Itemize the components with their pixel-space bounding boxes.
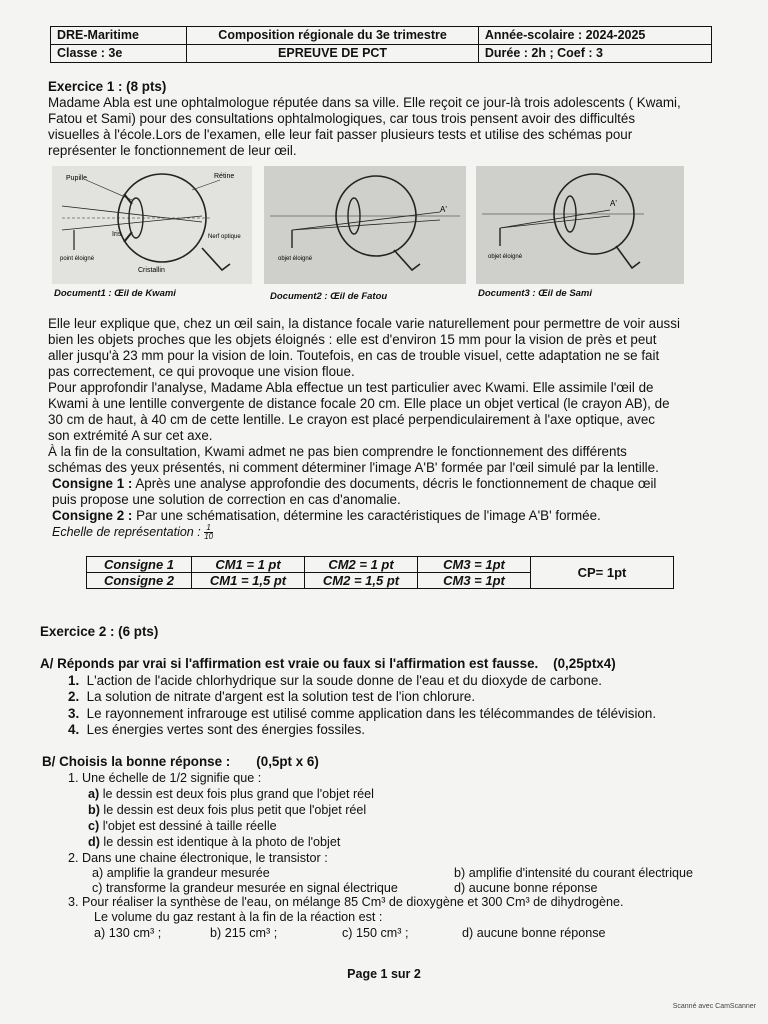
- consigne2-label: Consigne 2 :: [52, 508, 133, 523]
- ex2-a-text-4: Les énergies vertes sont des énergies fossiles.: [86, 722, 366, 737]
- ex1-body-3: aller jusqu'à 23 mm pour la vision de loin. Toutefois, en cas de trouble visuel, cette adaptation ne se fait: [48, 348, 660, 363]
- ex2-q1-c-letter: c): [88, 819, 100, 833]
- eye-diagram-fatou: [264, 166, 466, 284]
- ex1-intro-2: Fatou et Sami) pour des consultations ophtalmologiques, car tous trois pensent avoir des difficultés: [48, 111, 636, 126]
- ex2-a-num-4: 4.: [68, 722, 80, 737]
- ex2-q3-d-opt: d) aucune bonne réponse: [462, 926, 606, 940]
- ex1-intro-1: Madame Abla est une ophtalmologue réputée dans sa ville. Elle reçoit ce jour-là trois adolescents ( Kwami,: [48, 95, 681, 110]
- consigne1-text-2: puis propose une solution de correction en cas d'anomalie.: [52, 492, 401, 507]
- ex1-body-6: Kwami à une lentille convergente de distance focale 20 cm. Elle place un objet vertical (le crayon AB), de: [48, 396, 670, 411]
- consigne2: [52, 508, 601, 524]
- eye-fatou-drawing: [264, 166, 466, 284]
- ex1-title: Exercice 1 : (8 pts): [48, 79, 167, 94]
- ex1-body-10: schémas des yeux présentés, ni comment déterminer l'image A'B' formée par l'œil simulé par la lentille.: [48, 460, 659, 475]
- ex2-a-num-1: 1.: [68, 673, 80, 688]
- label-cristallin: Cristallin: [138, 267, 165, 274]
- eye-diagram-kwami: [52, 166, 252, 284]
- ex1-body-7: 30 cm de haut, à 40 cm de cette lentille. Le crayon est placé perpendiculairement à l'axe optique, avec: [48, 412, 655, 427]
- ex2-q1-a-letter: a): [88, 787, 100, 801]
- ex2-a-num-2: 2.: [68, 689, 80, 704]
- ex1-body-9: À la fin de la consultation, Kwami admet ne pas bien comprendre le fonctionnement des différents: [48, 444, 627, 459]
- scanner-watermark: Scanné avec CamScanner: [672, 1003, 756, 1010]
- ex2-a-title: [40, 656, 616, 672]
- ex2-q1-b-letter: b): [88, 803, 100, 817]
- header-annee: Année-scolaire : 2024-2025: [478, 27, 711, 45]
- ex2-q3-c-opt: c) 150 cm³ ;: [342, 926, 409, 940]
- ex1-body-5: Pour approfondir l'analyse, Madame Abla effectue un test particulier avec Kwami. Elle assimile l'œil de: [48, 380, 654, 395]
- label-a-prime-2: A': [440, 205, 447, 214]
- label-iris: Iris: [112, 231, 122, 238]
- ex2-q3: 3. Pour réaliser la synthèse de l'eau, on mélange 85 Cm³ de dioxygène et 300 Cm³ de dihydrogène.: [68, 895, 624, 909]
- header-duree: Durée : 2h ; Coef : 3: [478, 45, 711, 63]
- grading-table: [86, 556, 674, 589]
- label-retine: Rétine: [214, 173, 235, 180]
- ex2-q2-b: b) amplifie d'intensité du courant électrique: [454, 866, 694, 880]
- grid-cp: CP= 1pt: [531, 557, 674, 589]
- ex2-q1-a-text: le dessin est deux fois plus grand que l'objet réel: [99, 787, 374, 801]
- ex2-q3-b: Le volume du gaz restant à la fin de la réaction est :: [94, 910, 383, 924]
- consigne1-label: Consigne 1 :: [52, 476, 133, 491]
- header-classe: Classe : 3e: [51, 45, 187, 63]
- ex2-b-title: [42, 754, 319, 770]
- page-number: Page 1 sur 2: [347, 967, 421, 981]
- ex2-q1-d: [88, 834, 340, 850]
- ex1-body-4: pas correctement, ce qui provoque une vision floue.: [48, 364, 355, 379]
- label-point-eloigne: point éloigné: [60, 256, 95, 262]
- header-dre: DRE-Maritime: [51, 27, 187, 45]
- ex2-q1: 1. Une échelle de 1/2 signifie que :: [68, 771, 262, 785]
- ex2-q2-a: a) amplifie la grandeur mesurée: [92, 866, 270, 880]
- header-table: [50, 26, 712, 63]
- label-nerf: Nerf optique: [208, 234, 241, 240]
- label-objet-2: objet éloigné: [278, 256, 313, 262]
- echelle-num: 1: [204, 524, 213, 533]
- grid-r1-c2: CM1 = 1 pt: [192, 557, 305, 573]
- ex2-b-points: (0,5pt x 6): [256, 754, 319, 769]
- label-a-prime-3: A': [610, 199, 617, 208]
- grid-r1-c1: Consigne 1: [87, 557, 192, 573]
- ex2-q1-b-text: le dessin est deux fois plus petit que l'objet réel: [99, 803, 367, 817]
- consigne2-text: Par une schématisation, détermine les caractéristiques de l'image A'B' formée.: [132, 508, 601, 523]
- consigne1-text: Après une analyse approfondie des documents, décris le fonctionnement de chaque œil: [132, 476, 657, 491]
- grid-r2-c3: CM2 = 1,5 pt: [305, 573, 418, 589]
- header-epreuve: EPREUVE DE PCT: [187, 45, 479, 63]
- ex2-q1-a: [88, 786, 374, 802]
- ex2-q2-c: c) transforme la grandeur mesurée en signal électrique: [92, 881, 398, 895]
- caption-doc2: Document2 : Œil de Fatou: [270, 291, 388, 302]
- ex1-body-8: son extrémité A sur cet axe.: [48, 428, 213, 443]
- label-pupille: Pupille: [66, 175, 88, 182]
- ex1-intro-4: représenter le fonctionnement de leur œil.: [48, 143, 297, 158]
- ex2-a-text-1: L'action de l'acide chlorhydrique sur la soude donne de l'eau et du dioxyde de carbone.: [86, 673, 603, 688]
- echelle-den: 10: [204, 532, 214, 542]
- ex2-a-item-2: [68, 689, 475, 705]
- ex1-intro-3: visuelles à l'école.Lors de l'examen, elle leur fait passer plusieurs tests et utilise des schémas pour: [48, 127, 633, 142]
- caption-doc3: Document3 : Œil de Sami: [478, 288, 593, 299]
- ex2-a-points: (0,25ptx4): [553, 656, 616, 671]
- grid-r2-c4: CM3 = 1pt: [418, 573, 531, 589]
- ex1-body-1: Elle leur explique que, chez un œil sain, la distance focale varie naturellement pour permettre de voir aussi: [48, 316, 680, 331]
- ex2-q2: 2. Dans une chaine électronique, le transistor :: [68, 851, 328, 865]
- echelle-label: Echelle de représentation :: [52, 525, 201, 539]
- eye-sami-drawing: [476, 166, 684, 284]
- grid-r1-c4: CM3 = 1pt: [418, 557, 531, 573]
- consigne1: [52, 476, 656, 492]
- ex2-q1-c: [88, 818, 277, 834]
- grid-r2-c1: Consigne 2: [87, 573, 192, 589]
- ex1-body-2: bien les objets proches que les objets éloignés : elle est d'environ 15 mm pour la vision de près et peut: [48, 332, 657, 347]
- ex2-a-num-3: 3.: [68, 706, 80, 721]
- ex2-a-item-4: [68, 722, 365, 738]
- ex2-q3-b-opt: b) 215 cm³ ;: [210, 926, 278, 940]
- ex2-a-title-text: A/ Réponds par vrai si l'affirmation est vraie ou faux si l'affirmation est fausse.: [40, 656, 539, 671]
- ex2-q3-a-opt: a) 130 cm³ ;: [94, 926, 162, 940]
- grid-r1-c3: CM2 = 1 pt: [305, 557, 418, 573]
- ex2-title: Exercice 2 : (6 pts): [40, 624, 159, 639]
- eye-kwami-drawing: [52, 166, 252, 284]
- grid-r2-c2: CM1 = 1,5 pt: [192, 573, 305, 589]
- echelle-fraction: [204, 524, 213, 541]
- ex2-q1-d-text: le dessin est identique à la photo de l'objet: [99, 835, 341, 849]
- ex2-q1-c-text: l'objet est dessiné à taille réelle: [99, 819, 277, 833]
- ex2-a-item-3: [68, 706, 656, 722]
- ex2-a-item-1: [68, 673, 602, 689]
- ex2-q1-b: [88, 802, 366, 818]
- ex2-q2-d: d) aucune bonne réponse: [454, 881, 598, 895]
- caption-doc1: Document1 : Œil de Kwami: [54, 288, 176, 299]
- eye-diagram-sami: [476, 166, 684, 284]
- ex2-b-title-text: B/ Choisis la bonne réponse :: [42, 754, 231, 769]
- label-objet-3: objet éloigné: [488, 254, 523, 260]
- ex2-a-text-2: La solution de nitrate d'argent est la solution test de l'ion chlorure.: [86, 689, 476, 704]
- header-composition: Composition régionale du 3e trimestre: [187, 27, 479, 45]
- echelle: [52, 524, 213, 541]
- ex2-a-text-3: Le rayonnement infrarouge est utilisé comme application dans les télécommandes de télévision.: [86, 706, 657, 721]
- ex2-q1-d-letter: d): [88, 835, 100, 849]
